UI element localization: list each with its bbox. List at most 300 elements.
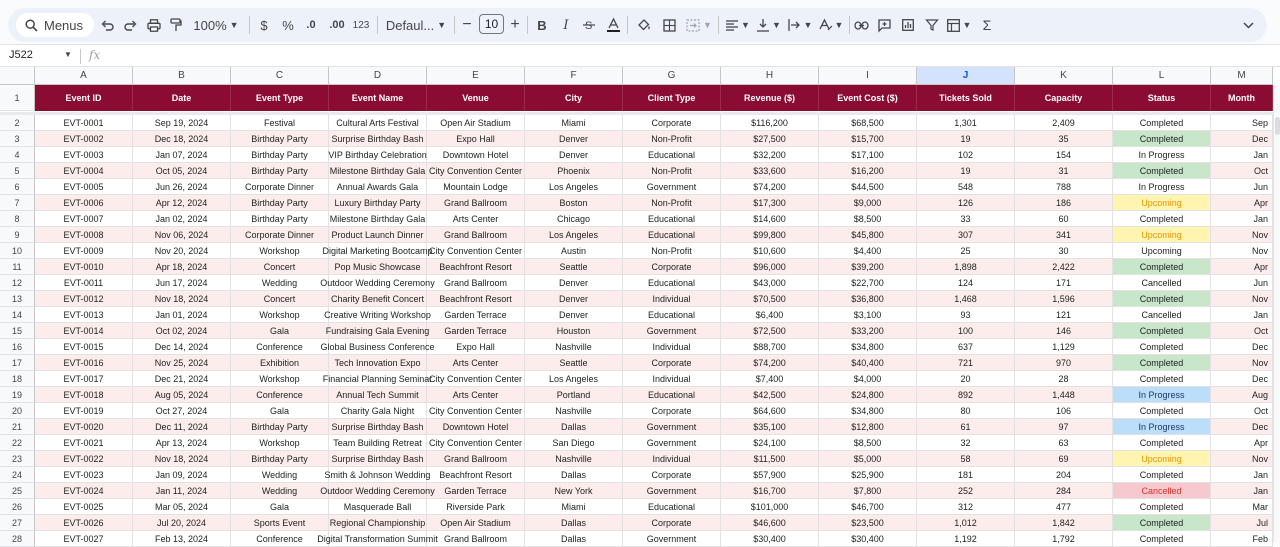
table-cell[interactable]: $9,000 xyxy=(819,195,917,211)
table-cell[interactable]: Annual Tech Summit xyxy=(329,387,427,403)
header-cell[interactable]: Status xyxy=(1113,85,1211,111)
row-header[interactable]: 4 xyxy=(0,147,35,163)
table-cell[interactable]: Expo Hall xyxy=(427,339,525,355)
table-cell[interactable]: 307 xyxy=(917,227,1015,243)
table-cell[interactable]: $7,800 xyxy=(819,483,917,499)
table-cell[interactable]: Grand Ballroom xyxy=(427,227,525,243)
vertical-scrollbar[interactable] xyxy=(1273,115,1280,542)
table-cell[interactable]: Arts Center xyxy=(427,355,525,371)
scrollbar-thumb[interactable] xyxy=(1275,117,1280,135)
table-cell[interactable]: Jan xyxy=(1211,307,1273,323)
table-cell[interactable]: Concert xyxy=(231,259,329,275)
table-cell[interactable]: Nov xyxy=(1211,243,1273,259)
table-cell[interactable]: 181 xyxy=(917,467,1015,483)
table-cell[interactable]: $12,800 xyxy=(819,419,917,435)
status-cell[interactable]: In Progress xyxy=(1113,147,1211,163)
status-cell[interactable]: Completed xyxy=(1113,163,1211,179)
row-header[interactable]: 24 xyxy=(0,467,35,483)
column-header-a[interactable]: A xyxy=(35,67,133,85)
table-cell[interactable]: Non-Profit xyxy=(623,195,721,211)
table-cell[interactable]: EVT-0008 xyxy=(35,227,133,243)
status-cell[interactable]: Completed xyxy=(1113,355,1211,371)
table-cell[interactable]: San Diego xyxy=(525,435,623,451)
table-cell[interactable]: $33,600 xyxy=(721,163,819,179)
table-cell[interactable]: 97 xyxy=(1015,419,1113,435)
table-cell[interactable]: Seattle xyxy=(525,355,623,371)
table-cell[interactable]: 63 xyxy=(1015,435,1113,451)
table-cell[interactable]: Government xyxy=(623,531,721,547)
table-cell[interactable]: $46,600 xyxy=(721,515,819,531)
row-header[interactable]: 10 xyxy=(0,243,35,259)
table-cell[interactable]: Los Angeles xyxy=(525,227,623,243)
table-cell[interactable]: $17,100 xyxy=(819,147,917,163)
table-cell[interactable]: Portland xyxy=(525,387,623,403)
table-cell[interactable]: $68,500 xyxy=(819,115,917,131)
status-cell[interactable]: Completed xyxy=(1113,211,1211,227)
table-cell[interactable]: Wedding xyxy=(231,275,329,291)
table-cell[interactable]: Nov 25, 2024 xyxy=(133,355,231,371)
table-cell[interactable]: Charity Benefit Concert xyxy=(329,291,427,307)
column-header-m[interactable]: M xyxy=(1211,67,1273,85)
table-cell[interactable]: Conference xyxy=(231,531,329,547)
table-cell[interactable]: Concert xyxy=(231,291,329,307)
table-cell[interactable]: Birthday Party xyxy=(231,131,329,147)
table-cell[interactable]: EVT-0012 xyxy=(35,291,133,307)
table-cell[interactable]: Miami xyxy=(525,499,623,515)
table-cell[interactable]: EVT-0021 xyxy=(35,435,133,451)
table-cell[interactable]: $42,500 xyxy=(721,387,819,403)
table-cell[interactable]: $24,800 xyxy=(819,387,917,403)
table-cell[interactable]: Oct 02, 2024 xyxy=(133,323,231,339)
table-cell[interactable]: Product Launch Dinner xyxy=(329,227,427,243)
table-cell[interactable]: 28 xyxy=(1015,371,1113,387)
table-cell[interactable]: EVT-0009 xyxy=(35,243,133,259)
table-cell[interactable]: Downtown Hotel xyxy=(427,419,525,435)
table-cell[interactable]: Wedding xyxy=(231,483,329,499)
font-family-select[interactable] xyxy=(386,8,446,42)
table-cell[interactable]: Beachfront Resort xyxy=(427,467,525,483)
text-color-icon[interactable] xyxy=(605,8,621,42)
table-cell[interactable]: Aug xyxy=(1211,387,1273,403)
table-cell[interactable]: EVT-0007 xyxy=(35,211,133,227)
table-cell[interactable]: $14,600 xyxy=(721,211,819,227)
table-cell[interactable]: Individual xyxy=(623,339,721,355)
table-cell[interactable]: Digital Marketing Bootcamp xyxy=(329,243,427,259)
table-cell[interactable]: Exhibition xyxy=(231,355,329,371)
table-cell[interactable]: Mountain Lodge xyxy=(427,179,525,195)
table-cell[interactable]: EVT-0002 xyxy=(35,131,133,147)
table-cell[interactable]: EVT-0001 xyxy=(35,115,133,131)
table-cell[interactable]: Aug 05, 2024 xyxy=(133,387,231,403)
table-cell[interactable]: Corporate xyxy=(623,515,721,531)
table-cell[interactable]: Gala xyxy=(231,499,329,515)
table-cell[interactable]: City Convention Center xyxy=(427,435,525,451)
table-cell[interactable]: Smith & Johnson Wedding xyxy=(329,467,427,483)
table-cell[interactable]: Individual xyxy=(623,451,721,467)
row-header[interactable]: 25 xyxy=(0,483,35,499)
table-cell[interactable]: Grand Ballroom xyxy=(427,195,525,211)
table-cell[interactable]: Digital Transformation Summit xyxy=(329,531,427,547)
table-cell[interactable]: 1,842 xyxy=(1015,515,1113,531)
table-cell[interactable]: EVT-0019 xyxy=(35,403,133,419)
table-cell[interactable]: Educational xyxy=(623,147,721,163)
table-cell[interactable]: Austin xyxy=(525,243,623,259)
row-header[interactable]: 6 xyxy=(0,179,35,195)
table-cell[interactable]: 341 xyxy=(1015,227,1113,243)
table-cell[interactable]: $33,200 xyxy=(819,323,917,339)
table-cell[interactable]: Jan 11, 2024 xyxy=(133,483,231,499)
table-cell[interactable]: 124 xyxy=(917,275,1015,291)
header-cell[interactable]: Client Type xyxy=(623,85,721,111)
table-cell[interactable]: $15,700 xyxy=(819,131,917,147)
table-cell[interactable]: EVT-0004 xyxy=(35,163,133,179)
print-icon[interactable] xyxy=(145,8,163,42)
table-cell[interactable]: New York xyxy=(525,483,623,499)
status-cell[interactable]: Upcoming xyxy=(1113,451,1211,467)
table-cell[interactable]: Denver xyxy=(525,147,623,163)
table-cell[interactable]: Nashville xyxy=(525,339,623,355)
table-cell[interactable]: Luxury Birthday Party xyxy=(329,195,427,211)
table-cell[interactable]: $64,600 xyxy=(721,403,819,419)
table-cell[interactable]: 19 xyxy=(917,131,1015,147)
table-cell[interactable]: Birthday Party xyxy=(231,419,329,435)
table-cell[interactable]: EVT-0014 xyxy=(35,323,133,339)
table-cell[interactable]: Denver xyxy=(525,307,623,323)
row-header[interactable]: 21 xyxy=(0,419,35,435)
table-cell[interactable]: Nov xyxy=(1211,355,1273,371)
table-cell[interactable]: Jul 20, 2024 xyxy=(133,515,231,531)
table-cell[interactable]: EVT-0005 xyxy=(35,179,133,195)
table-cell[interactable]: Workshop xyxy=(231,307,329,323)
table-cell[interactable]: Beachfront Resort xyxy=(427,291,525,307)
row-header[interactable]: 28 xyxy=(0,531,35,547)
header-cell[interactable]: Capacity xyxy=(1015,85,1113,111)
row-header[interactable]: 19 xyxy=(0,387,35,403)
font-size-increase-button[interactable] xyxy=(509,8,521,42)
table-cell[interactable]: EVT-0018 xyxy=(35,387,133,403)
table-cell[interactable]: Annual Awards Gala xyxy=(329,179,427,195)
table-cell[interactable]: EVT-0017 xyxy=(35,371,133,387)
status-cell[interactable]: Completed xyxy=(1113,467,1211,483)
table-cell[interactable]: Dec xyxy=(1211,371,1273,387)
status-cell[interactable]: Completed xyxy=(1113,339,1211,355)
table-cell[interactable]: 1,012 xyxy=(917,515,1015,531)
table-cell[interactable]: Regional Championship xyxy=(329,515,427,531)
table-cell[interactable]: Los Angeles xyxy=(525,179,623,195)
row-header[interactable]: 5 xyxy=(0,163,35,179)
table-cell[interactable]: Non-Profit xyxy=(623,243,721,259)
table-cell[interactable]: Arts Center xyxy=(427,211,525,227)
table-cell[interactable]: 154 xyxy=(1015,147,1113,163)
table-cell[interactable]: Dec 14, 2024 xyxy=(133,339,231,355)
status-cell[interactable]: Completed xyxy=(1113,259,1211,275)
table-cell[interactable]: EVT-0003 xyxy=(35,147,133,163)
table-cell[interactable]: Jan 09, 2024 xyxy=(133,467,231,483)
horizontal-align-icon[interactable] xyxy=(725,8,751,42)
column-header-e[interactable]: E xyxy=(427,67,525,85)
table-cell[interactable]: 33 xyxy=(917,211,1015,227)
table-cell[interactable]: 252 xyxy=(917,483,1015,499)
status-cell[interactable]: Upcoming xyxy=(1113,195,1211,211)
table-cell[interactable]: Dec xyxy=(1211,339,1273,355)
table-cell[interactable]: Dallas xyxy=(525,531,623,547)
table-cell[interactable]: Grand Ballroom xyxy=(427,451,525,467)
table-cell[interactable]: Conference xyxy=(231,339,329,355)
table-cell[interactable]: 548 xyxy=(917,179,1015,195)
table-cell[interactable]: Financial Planning Seminar xyxy=(329,371,427,387)
column-header-j[interactable]: J xyxy=(917,67,1015,85)
table-cell[interactable]: Jan xyxy=(1211,483,1273,499)
table-cell[interactable]: EVT-0026 xyxy=(35,515,133,531)
font-size-input[interactable]: 10 xyxy=(479,14,504,34)
functions-button[interactable] xyxy=(980,8,994,42)
column-header-b[interactable]: B xyxy=(133,67,231,85)
table-cell[interactable]: 31 xyxy=(1015,163,1113,179)
table-cell[interactable]: Beachfront Resort xyxy=(427,259,525,275)
table-cell[interactable]: Oct xyxy=(1211,323,1273,339)
table-cell[interactable]: 1,192 xyxy=(917,531,1015,547)
table-cell[interactable]: Apr 13, 2024 xyxy=(133,435,231,451)
table-cell[interactable]: Jun xyxy=(1211,179,1273,195)
table-cell[interactable]: 788 xyxy=(1015,179,1113,195)
table-cell[interactable]: Dallas xyxy=(525,515,623,531)
table-cell[interactable]: $45,800 xyxy=(819,227,917,243)
table-cell[interactable]: Birthday Party xyxy=(231,163,329,179)
table-cell[interactable]: Fundraising Gala Evening xyxy=(329,323,427,339)
table-cell[interactable]: Apr 12, 2024 xyxy=(133,195,231,211)
table-cell[interactable]: $8,500 xyxy=(819,211,917,227)
table-cell[interactable]: Educational xyxy=(623,499,721,515)
increase-decimal-button[interactable] xyxy=(327,8,347,42)
table-cell[interactable]: 721 xyxy=(917,355,1015,371)
table-cell[interactable]: $23,500 xyxy=(819,515,917,531)
table-cell[interactable]: Phoenix xyxy=(525,163,623,179)
table-cell[interactable]: 312 xyxy=(917,499,1015,515)
table-cell[interactable]: City Convention Center xyxy=(427,163,525,179)
table-cell[interactable]: Wedding xyxy=(231,467,329,483)
table-cell[interactable]: 637 xyxy=(917,339,1015,355)
table-cell[interactable]: 20 xyxy=(917,371,1015,387)
table-cell[interactable]: EVT-0027 xyxy=(35,531,133,547)
column-header-h[interactable]: H xyxy=(721,67,819,85)
table-cell[interactable]: Corporate xyxy=(623,355,721,371)
table-cell[interactable]: Educational xyxy=(623,227,721,243)
table-cell[interactable]: Festival xyxy=(231,115,329,131)
table-cell[interactable]: $40,400 xyxy=(819,355,917,371)
table-cell[interactable]: Jun 17, 2024 xyxy=(133,275,231,291)
table-cell[interactable]: 93 xyxy=(917,307,1015,323)
table-cell[interactable]: 58 xyxy=(917,451,1015,467)
row-header[interactable]: 8 xyxy=(0,211,35,227)
row-header[interactable]: 23 xyxy=(0,451,35,467)
status-cell[interactable]: In Progress xyxy=(1113,419,1211,435)
table-cell[interactable]: Educational xyxy=(623,307,721,323)
status-cell[interactable]: Completed xyxy=(1113,435,1211,451)
table-cell[interactable]: EVT-0024 xyxy=(35,483,133,499)
table-cell[interactable]: Birthday Party xyxy=(231,211,329,227)
name-box[interactable]: J522 xyxy=(9,49,33,61)
table-cell[interactable]: $11,500 xyxy=(721,451,819,467)
table-cell[interactable]: 1,448 xyxy=(1015,387,1113,403)
table-cell[interactable]: $101,000 xyxy=(721,499,819,515)
table-cell[interactable]: Grand Ballroom xyxy=(427,531,525,547)
table-cell[interactable]: Apr 18, 2024 xyxy=(133,259,231,275)
status-cell[interactable]: Completed xyxy=(1113,403,1211,419)
table-cell[interactable]: Garden Terrace xyxy=(427,307,525,323)
table-cell[interactable]: 970 xyxy=(1015,355,1113,371)
table-cell[interactable]: Educational xyxy=(623,387,721,403)
row-header[interactable]: 2 xyxy=(0,115,35,131)
table-cell[interactable]: Corporate Dinner xyxy=(231,227,329,243)
column-header-k[interactable]: K xyxy=(1015,67,1113,85)
table-cell[interactable]: Sep xyxy=(1211,115,1273,131)
table-cell[interactable]: EVT-0022 xyxy=(35,451,133,467)
header-cell[interactable]: Event Name xyxy=(329,85,427,111)
table-cell[interactable]: Open Air Stadium xyxy=(427,115,525,131)
italic-button[interactable] xyxy=(560,8,572,42)
table-cell[interactable]: Dec 18, 2024 xyxy=(133,131,231,147)
table-cell[interactable]: Gala xyxy=(231,323,329,339)
column-header-d[interactable]: D xyxy=(329,67,427,85)
header-cell[interactable]: Venue xyxy=(427,85,525,111)
table-cell[interactable]: $3,100 xyxy=(819,307,917,323)
table-cell[interactable]: Oct 27, 2024 xyxy=(133,403,231,419)
table-cell[interactable]: 106 xyxy=(1015,403,1113,419)
table-cell[interactable]: $4,400 xyxy=(819,243,917,259)
row-header[interactable]: 11 xyxy=(0,259,35,275)
row-header[interactable]: 17 xyxy=(0,355,35,371)
table-cell[interactable]: 30 xyxy=(1015,243,1113,259)
table-cell[interactable]: $34,800 xyxy=(819,339,917,355)
table-cell[interactable]: $35,100 xyxy=(721,419,819,435)
table-cell[interactable]: $72,500 xyxy=(721,323,819,339)
header-cell[interactable]: Tickets Sold xyxy=(917,85,1015,111)
table-cell[interactable]: $8,500 xyxy=(819,435,917,451)
row-header[interactable]: 20 xyxy=(0,403,35,419)
column-header-l[interactable]: L xyxy=(1113,67,1211,85)
table-cell[interactable]: 25 xyxy=(917,243,1015,259)
table-cell[interactable]: Non-Profit xyxy=(623,163,721,179)
row-header[interactable]: 22 xyxy=(0,435,35,451)
table-cell[interactable]: $74,200 xyxy=(721,355,819,371)
table-cell[interactable]: Sep 19, 2024 xyxy=(133,115,231,131)
table-cell[interactable]: Gala xyxy=(231,403,329,419)
chevron-down-icon[interactable]: ▼ xyxy=(64,50,72,59)
filter-views-icon[interactable] xyxy=(945,8,973,42)
table-cell[interactable]: $39,200 xyxy=(819,259,917,275)
table-cell[interactable]: Government xyxy=(623,323,721,339)
table-cell[interactable]: Conference xyxy=(231,387,329,403)
table-cell[interactable]: 1,792 xyxy=(1015,531,1113,547)
text-wrapping-icon[interactable] xyxy=(787,8,813,42)
table-cell[interactable]: Jun 26, 2024 xyxy=(133,179,231,195)
row-header[interactable]: 1 xyxy=(0,85,35,111)
table-cell[interactable]: $7,400 xyxy=(721,371,819,387)
table-cell[interactable]: EVT-0020 xyxy=(35,419,133,435)
table-cell[interactable]: $57,900 xyxy=(721,467,819,483)
row-header[interactable]: 26 xyxy=(0,499,35,515)
table-cell[interactable]: Jun xyxy=(1211,275,1273,291)
table-cell[interactable]: Jan xyxy=(1211,467,1273,483)
row-header[interactable]: 9 xyxy=(0,227,35,243)
table-cell[interactable]: Workshop xyxy=(231,243,329,259)
table-cell[interactable]: Corporate xyxy=(623,259,721,275)
table-cell[interactable]: 126 xyxy=(917,195,1015,211)
table-cell[interactable]: $17,300 xyxy=(721,195,819,211)
table-cell[interactable]: Apr xyxy=(1211,195,1273,211)
column-header-f[interactable]: F xyxy=(525,67,623,85)
table-cell[interactable]: EVT-0010 xyxy=(35,259,133,275)
table-cell[interactable]: 32 xyxy=(917,435,1015,451)
table-cell[interactable]: 1,596 xyxy=(1015,291,1113,307)
status-cell[interactable]: Completed xyxy=(1113,115,1211,131)
table-cell[interactable]: Pop Music Showcase xyxy=(329,259,427,275)
table-cell[interactable]: $116,200 xyxy=(721,115,819,131)
table-cell[interactable]: Expo Hall xyxy=(427,131,525,147)
table-cell[interactable]: Global Business Conference xyxy=(329,339,427,355)
zoom-select[interactable] xyxy=(192,8,240,42)
table-cell[interactable]: Corporate xyxy=(623,467,721,483)
table-cell[interactable]: Workshop xyxy=(231,371,329,387)
table-cell[interactable]: Tech Innovation Expo xyxy=(329,355,427,371)
table-cell[interactable]: 35 xyxy=(1015,131,1113,147)
table-cell[interactable]: EVT-0025 xyxy=(35,499,133,515)
column-header-i[interactable]: I xyxy=(819,67,917,85)
status-cell[interactable]: In Progress xyxy=(1113,387,1211,403)
table-cell[interactable]: $96,000 xyxy=(721,259,819,275)
table-cell[interactable]: Dec xyxy=(1211,131,1273,147)
status-cell[interactable]: Completed xyxy=(1113,371,1211,387)
table-cell[interactable]: Corporate xyxy=(623,403,721,419)
table-cell[interactable]: Garden Terrace xyxy=(427,323,525,339)
table-cell[interactable]: 171 xyxy=(1015,275,1113,291)
table-cell[interactable]: Miami xyxy=(525,115,623,131)
table-cell[interactable]: Open Air Stadium xyxy=(427,515,525,531)
table-cell[interactable]: Jan xyxy=(1211,211,1273,227)
table-cell[interactable]: Milestone Birthday Gala xyxy=(329,163,427,179)
spreadsheet-grid[interactable] xyxy=(0,67,1280,542)
table-cell[interactable]: 204 xyxy=(1015,467,1113,483)
table-cell[interactable]: 1,301 xyxy=(917,115,1015,131)
table-cell[interactable]: $22,700 xyxy=(819,275,917,291)
table-cell[interactable]: Dallas xyxy=(525,467,623,483)
menus-search-button[interactable] xyxy=(16,13,94,37)
table-cell[interactable]: Nashville xyxy=(525,403,623,419)
table-cell[interactable]: $25,900 xyxy=(819,467,917,483)
filter-icon[interactable] xyxy=(924,8,940,42)
table-cell[interactable]: Jan 07, 2024 xyxy=(133,147,231,163)
header-cell[interactable]: Date xyxy=(133,85,231,111)
table-cell[interactable]: $30,400 xyxy=(819,531,917,547)
table-cell[interactable]: EVT-0015 xyxy=(35,339,133,355)
row-header[interactable]: 27 xyxy=(0,515,35,531)
table-cell[interactable]: $36,800 xyxy=(819,291,917,307)
insert-link-icon[interactable] xyxy=(852,8,870,42)
currency-format-button[interactable] xyxy=(257,8,271,42)
table-cell[interactable]: $88,700 xyxy=(721,339,819,355)
row-header[interactable]: 14 xyxy=(0,307,35,323)
table-cell[interactable]: Denver xyxy=(525,131,623,147)
table-cell[interactable]: Nov xyxy=(1211,291,1273,307)
table-cell[interactable]: Apr xyxy=(1211,435,1273,451)
table-cell[interactable]: Oct xyxy=(1211,403,1273,419)
decrease-decimal-button[interactable] xyxy=(303,8,319,42)
table-cell[interactable]: Denver xyxy=(525,291,623,307)
bold-button[interactable] xyxy=(536,8,548,42)
font-size-decrease-button[interactable] xyxy=(461,8,473,42)
table-cell[interactable]: EVT-0006 xyxy=(35,195,133,211)
redo-icon[interactable] xyxy=(122,8,138,42)
